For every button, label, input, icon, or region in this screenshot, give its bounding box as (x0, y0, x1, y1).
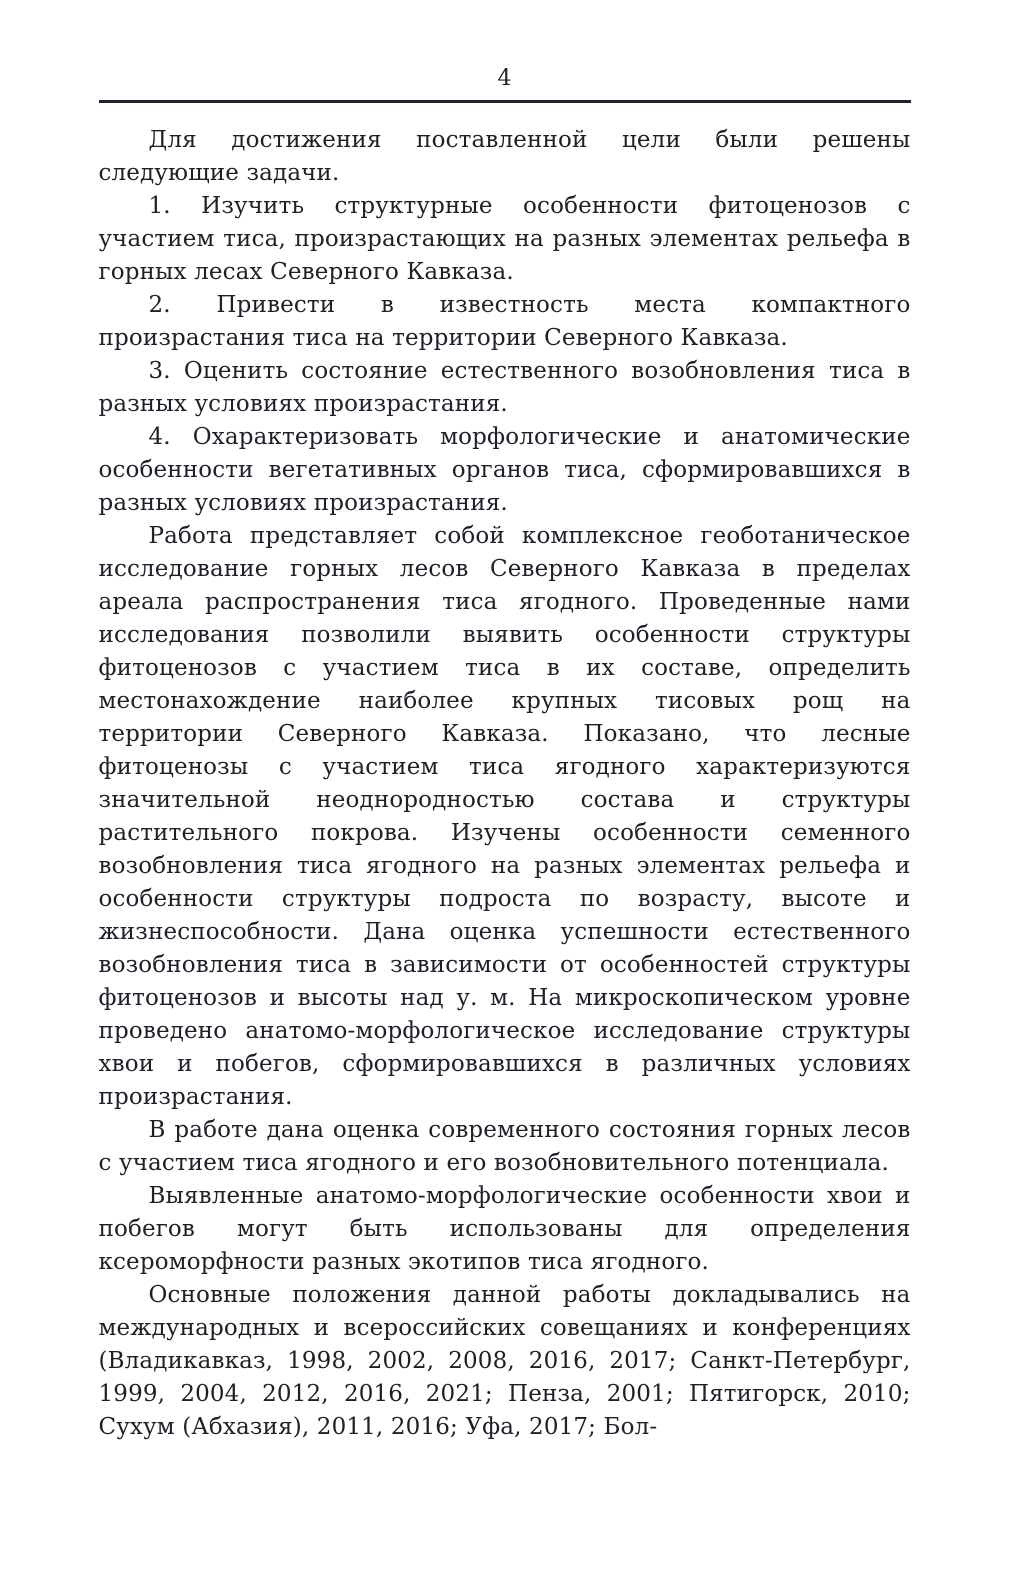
page-header (99, 68, 911, 103)
paragraph-application: Выявленные анатомо-морфологические особенности хвои и побегов могут быть использованы для определения ксероморфности разных экотипов тиса ягодного. (98, 1183, 911, 1275)
paragraph-summary: Работа представляет собой комплексное геоботаническое исследование горных лесов Северного Кавказа в пределах ареала распространения тиса ягодного. Проведенные нами исследования позволили выявить особенности структуры фитоценозов с участием тиса в их составе, определить местонахождение наиболее крупных тисовых рощ на территории Северного Кавказа. Показано, что лесные фитоценозы с участием тиса ягодного характеризуются значительной неоднородностью состава и структуры растительного покрова. Изучены особенности семенного возобновления тиса ягодного на разных элементах рельефа и особенности структуры подроста по возрасту, высоте и жизнеспособности. Дана оценка успешности естественного возобновления тиса в зависимости от особенностей структуры фитоценозов и высоты над у. м. На микроскопическом уровне проведено анатомо-морфологическое исследование структуры хвои и побегов, сформировавшихся в различных условиях произрастания. (98, 523, 911, 1110)
page-body (99, 124, 911, 1444)
paragraph-task-3: 3. Оценить состояние естественного возобновления тиса в разных условиях произрастания. (98, 358, 911, 417)
paragraph-task-1: 1. Изучить структурные особенности фитоценозов с участием тиса, произрастающих на разных элементах рельефа в горных лесах Северного Кавказа. (98, 193, 911, 285)
paragraph-task-2: 2. Привести в известность места компактного произрастания тиса на территории Северного Кавказа. (98, 292, 911, 351)
page-number: 4 (497, 66, 512, 91)
paragraph-intro: Для достижения поставленной цели были решены следующие задачи. (98, 127, 911, 186)
header-rule (99, 100, 911, 103)
paragraph-task-4: 4. Охарактеризовать морфологические и анатомические особенности вегетативных органов тиса, сформировавшихся в разных условиях произрастания. (98, 424, 911, 516)
page-content (99, 0, 911, 1444)
paragraph-assessment: В работе дана оценка современного состояния горных лесов с участием тиса ягодного и его возобновительного потенциала. (98, 1117, 911, 1176)
paragraph-conferences: Основные положения данной работы докладывались на международных и всероссийских совещаниях и конференциях (Владикавказ, 1998, 2002, 2008, 2016, 2017; Санкт-Петербург, 1999, 2004, 2012, 2016, 2021; Пенза, 2001; Пятигорск, 2010; Сухум (Абхазия), 2011, 2016; Уфа, 2017; Бол- (98, 1282, 911, 1440)
